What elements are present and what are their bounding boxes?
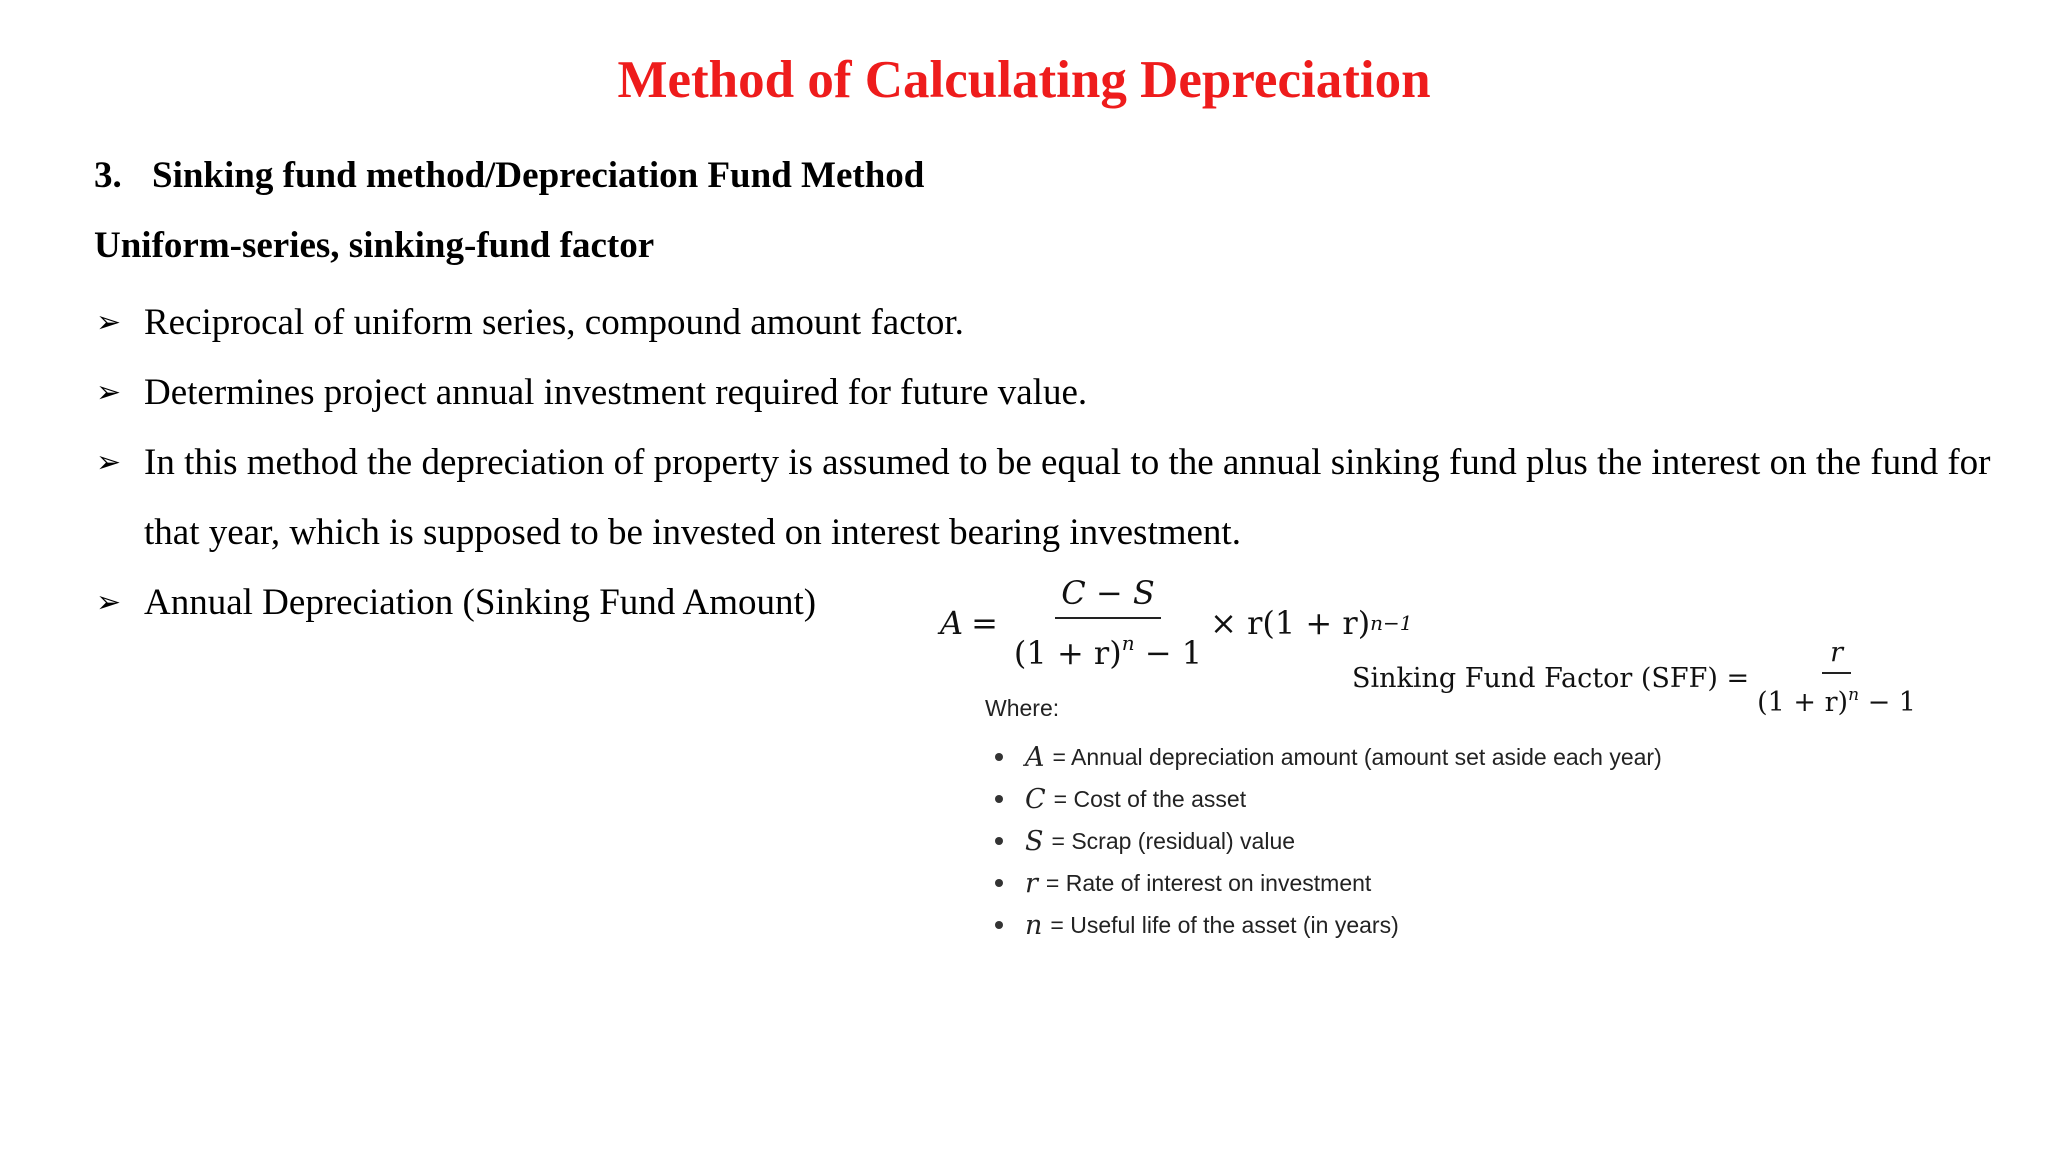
formula-times-term: × r(1 + r) <box>1210 604 1371 642</box>
definition-item <box>995 736 1662 778</box>
dot-bullet-icon <box>995 795 1003 803</box>
formula-times-exponent: n−1 <box>1370 611 1413 635</box>
definition-text: = Scrap (residual) value <box>1051 827 1296 854</box>
bullet-item <box>94 428 1994 568</box>
formula-denominator <box>1014 619 1202 673</box>
bullet-text: Reciprocal of uniform series, compound amount factor. <box>144 302 964 343</box>
definition-item <box>995 862 1662 904</box>
formula-den-base: (1 + r) <box>1013 634 1122 672</box>
sff-denominator <box>1757 674 1916 720</box>
arrowhead-bullet-icon: ➢ <box>96 445 122 480</box>
definition-list <box>995 736 1662 946</box>
annual-depreciation-formula <box>940 574 1413 672</box>
sff-numerator: r <box>1822 636 1851 674</box>
definition-text: = Useful life of the asset (in years) <box>1050 911 1399 938</box>
dot-bullet-icon <box>995 921 1003 929</box>
definition-text: = Rate of interest on investment <box>1045 869 1372 896</box>
sub-heading: Uniform-series, sinking-fund factor <box>94 225 655 266</box>
arrowhead-bullet-icon: ➢ <box>96 375 122 410</box>
formula-den-tail: − 1 <box>1134 634 1203 672</box>
sff-fraction <box>1757 636 1916 720</box>
sff-den-tail: − 1 <box>1859 687 1916 718</box>
definition-item <box>995 778 1662 820</box>
dot-bullet-icon <box>995 753 1003 761</box>
sinking-fund-factor-formula <box>1352 636 1924 720</box>
formula-den-exponent: n <box>1121 631 1135 655</box>
definition-item <box>995 904 1662 946</box>
definition-text: = Annual depreciation amount (amount set aside each year) <box>1052 743 1662 770</box>
arrowhead-bullet-icon: ➢ <box>96 585 122 620</box>
formula-fraction <box>1014 573 1202 673</box>
sff-den-exponent: n <box>1848 685 1860 705</box>
bullet-item <box>94 288 1994 358</box>
where-label: Where: <box>985 695 1060 721</box>
section-heading <box>94 150 924 202</box>
definition-symbol: n <box>1025 909 1043 941</box>
slide-title: Method of Calculating Depreciation <box>617 51 1431 109</box>
definition-symbol: S <box>1025 825 1044 857</box>
definition-item <box>995 820 1662 862</box>
sff-label: Sinking Fund Factor (SFF) = <box>1352 662 1750 694</box>
bullet-item <box>94 358 1994 428</box>
dot-bullet-icon <box>995 837 1003 845</box>
bullet-text: Determines project annual investment required for future value. <box>144 372 1088 413</box>
section-heading-text: Sinking fund method/Depreciation Fund Method <box>152 155 925 196</box>
definition-text: = Cost of the asset <box>1053 785 1247 812</box>
sff-den-base: (1 + r) <box>1757 687 1849 718</box>
bullet-text: Annual Depreciation (Sinking Fund Amount) <box>144 582 817 623</box>
bullet-text: In this method the depreciation of property is assumed to be equal to the annual sinking fund plus the interest on the fund for that year, which is supposed to be invested on interest bearing investment. <box>144 442 1991 553</box>
definition-symbol: C <box>1025 783 1046 815</box>
formula-lhs: A <box>940 604 964 642</box>
formula-numerator: C − S <box>1055 573 1161 619</box>
dot-bullet-icon <box>995 879 1003 887</box>
definition-symbol: r <box>1025 867 1038 899</box>
arrowhead-bullet-icon: ➢ <box>96 305 122 340</box>
formula-equals: = <box>971 604 998 642</box>
section-number: 3. <box>94 155 122 196</box>
definition-symbol: A <box>1025 741 1045 773</box>
